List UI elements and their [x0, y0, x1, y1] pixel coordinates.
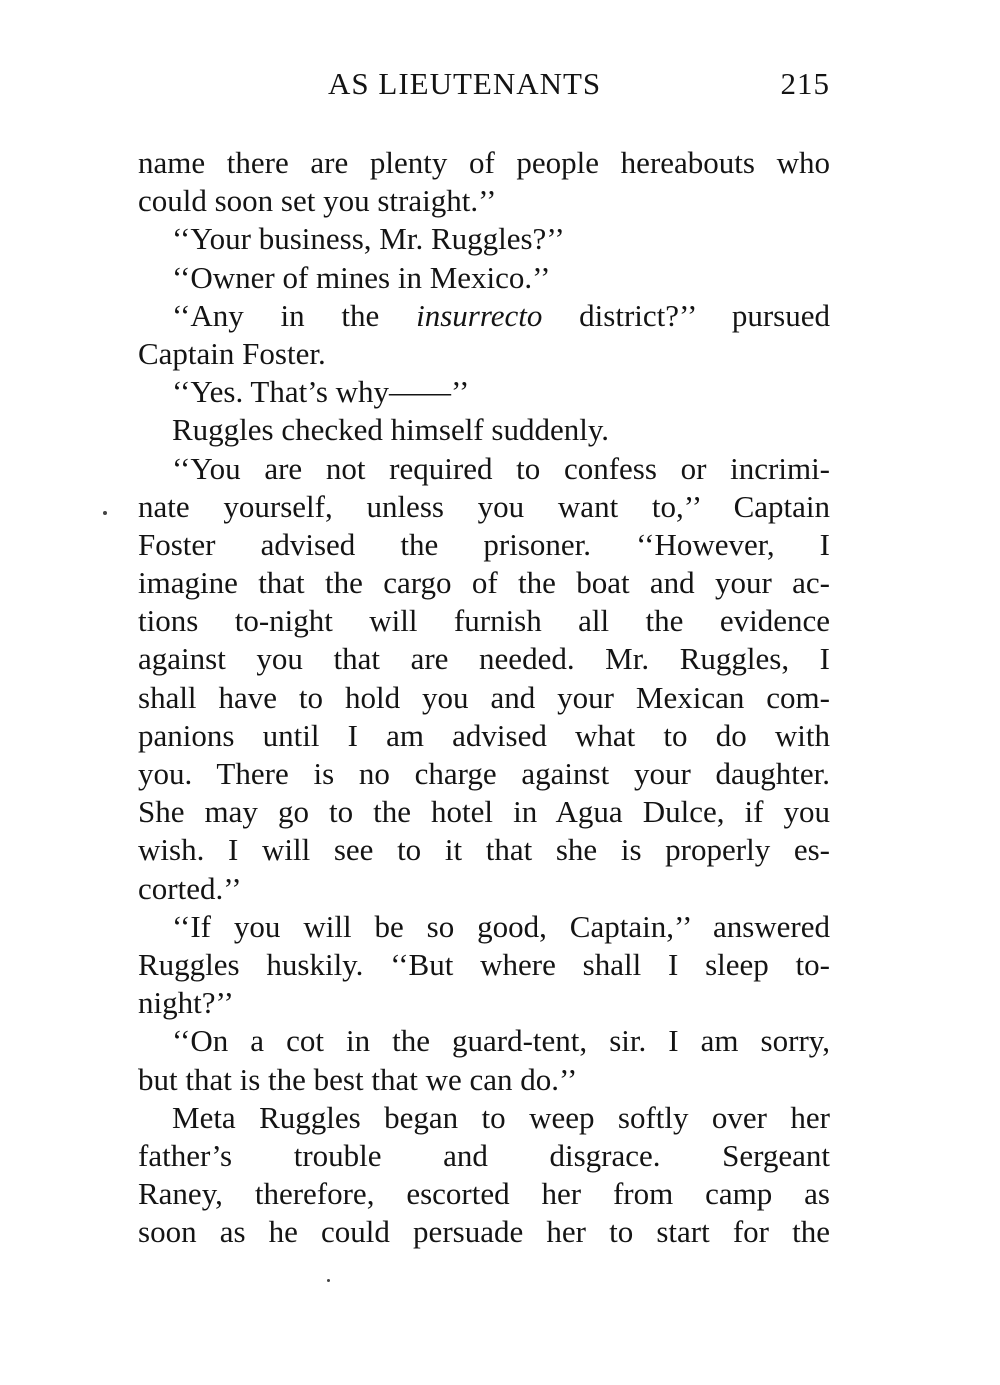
line-text: district?’’ pursued [542, 297, 830, 333]
text-line [138, 1099, 830, 1137]
line-text: against you that are needed. Mr. Ruggles, I [138, 641, 830, 677]
line-text: ‘‘Your business, Mr. Ruggles?’’ [172, 221, 565, 257]
line-text: ‘‘If you will be so good, Captain,’’ answered [172, 908, 830, 944]
line-text: Meta Ruggles began to weep softly over her [172, 1099, 830, 1135]
text-line [138, 220, 830, 258]
line-text: shall have to hold you and your Mexican com- [138, 679, 830, 715]
line-text: corted.’’ [138, 870, 242, 906]
text-line [138, 602, 830, 640]
text-line [138, 755, 830, 793]
page-number: 215 [780, 66, 830, 101]
page-header [138, 66, 830, 106]
line-text: name there are plenty of people hereabouts who [138, 145, 830, 180]
line-text: night?’’ [138, 985, 234, 1021]
line-text: but that is the best that we can do.’’ [138, 1061, 578, 1097]
line-text: Raney, therefore, escorted her from camp as [138, 1176, 830, 1212]
text-line [138, 946, 830, 984]
text-line [138, 793, 830, 831]
text-line [138, 1137, 830, 1175]
text-line [138, 1022, 830, 1060]
text-line [138, 450, 830, 488]
text-line [138, 335, 830, 373]
line-text: you. There is no charge against your daughter. [138, 756, 830, 791]
line-text: ‘‘You are not required to confess or incrimi- [172, 450, 830, 486]
text-line [138, 144, 830, 182]
line-text: She may go to the hotel in Agua Dulce, if you [138, 794, 830, 830]
line-text: imagine that the cargo of the boat and your ac- [138, 565, 830, 601]
line-text: Captain Foster. [138, 335, 326, 371]
line-text: Ruggles checked himself suddenly. [172, 412, 610, 448]
line-text: ‘‘Yes. That’s why——’’ [172, 374, 470, 410]
text-line [138, 488, 830, 526]
text-line [138, 831, 830, 869]
line-text: father’s trouble and disgrace. Sergeant [138, 1137, 830, 1173]
text-line [138, 564, 830, 602]
text-line [138, 640, 830, 678]
italic-word: insurrecto [416, 297, 543, 333]
line-text: Ruggles huskily. ‘‘But where shall I sleep to- [138, 946, 830, 982]
text-line [138, 411, 830, 449]
print-speck [103, 511, 107, 515]
line-text: could soon set you straight.’’ [138, 183, 497, 219]
line-text: ‘‘Owner of mines in Mexico.’’ [172, 259, 551, 295]
line-text: panions until I am advised what to do with [138, 717, 830, 753]
line-text: wish. I will see to it that she is properly es- [138, 832, 830, 868]
print-speck [327, 1279, 330, 1282]
text-line [138, 870, 830, 908]
text-line [138, 1175, 830, 1213]
line-text: Foster advised the prisoner. ‘‘However, I [138, 526, 830, 562]
line-text: nate yourself, unless you want to,’’ Captain [138, 488, 830, 524]
text-line [138, 373, 830, 411]
line-text: soon as he could persuade her to start for the [138, 1214, 830, 1250]
line-text: ‘‘On a cot in the guard-tent, sir. I am sorry, [172, 1023, 830, 1059]
text-line [138, 182, 830, 220]
text-line [138, 717, 830, 755]
text-line [138, 259, 830, 297]
text-line [138, 1213, 830, 1251]
text-line [138, 1061, 830, 1099]
running-head: AS LIEUTENANTS [328, 66, 602, 101]
text-line [138, 679, 830, 717]
text-line [138, 984, 830, 1022]
text-line [138, 908, 830, 946]
line-text: tions to-night will furnish all the evidence [138, 603, 830, 639]
line-text: ‘‘Any in the [172, 297, 417, 333]
body-text [138, 144, 830, 1251]
text-line [138, 297, 830, 335]
text-line [138, 526, 830, 564]
